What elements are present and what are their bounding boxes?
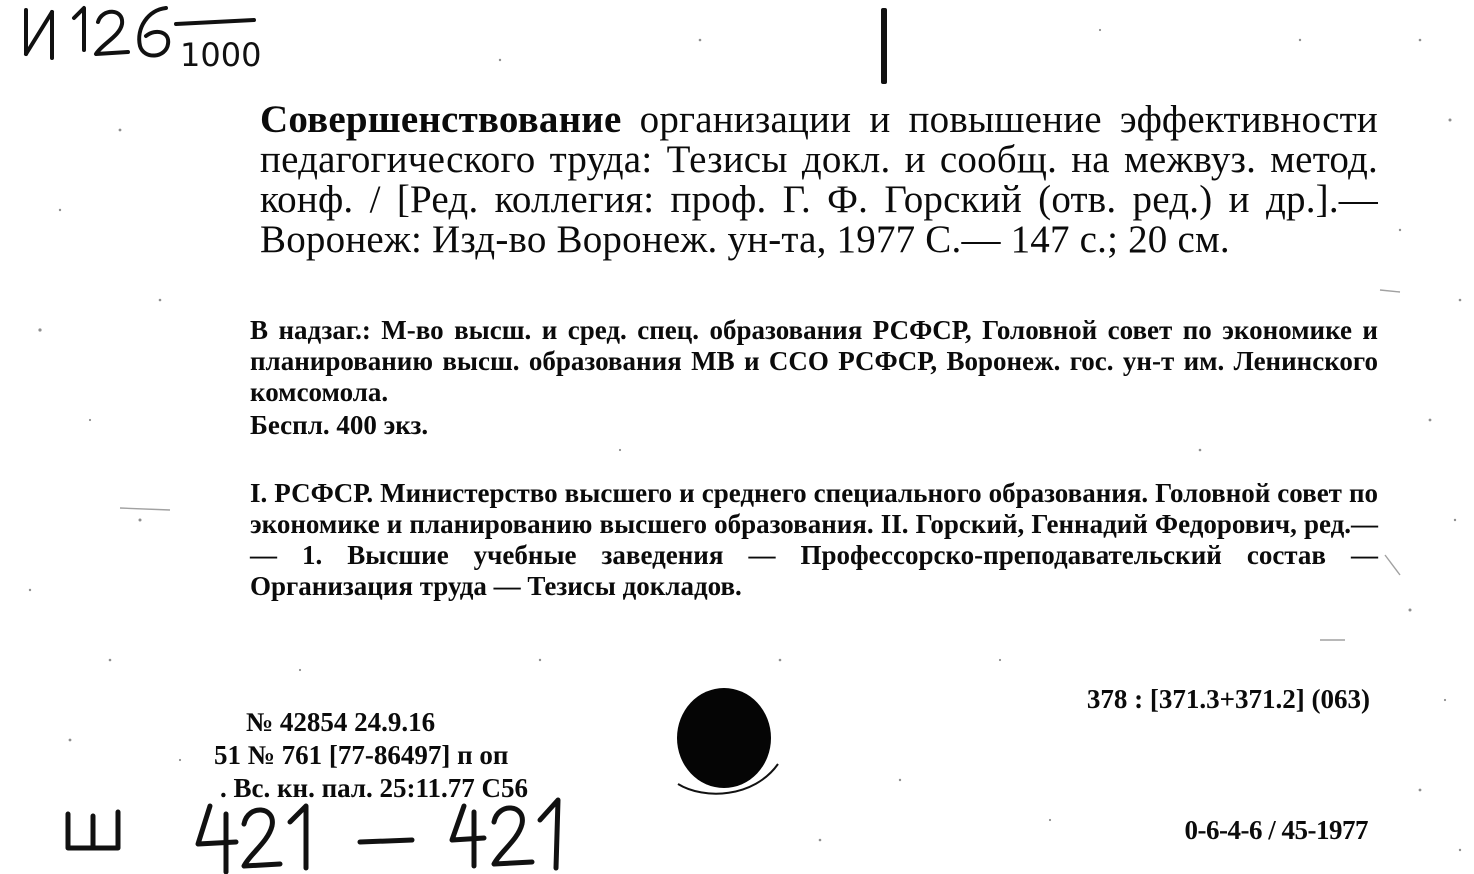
subject-headings-text: I. РСФСР. Министерство высшего и среднего специального образования. Головной совет по экономике и планированию высшего образования. II. Горский, Геннадий Федорович, ред.— — 1. Высшие учебные заведения — Профессорско-преподавательский состав — Организация труда — Тезисы докладов. (250, 478, 1378, 601)
vertical-mark (881, 8, 887, 84)
registration-line-2: 51 № 761 [77-86497] п оп (214, 740, 509, 770)
registration-block (214, 706, 528, 805)
handwritten-shelfmark-sub: 1000 (180, 36, 262, 74)
note-print-run (218, 410, 1378, 441)
registration-line-1: № 42854 24.9.16 (246, 707, 436, 737)
note-nadzag-text: В надзаг.: М-во высш. и сред. спец. образования РСФСР, Головной совет по экономике и планированию высш. образования МВ и ССО РСФСР, Воронеж. гос. ун-т им. Ленинского комсомола. (250, 315, 1378, 407)
subject-headings (218, 478, 1378, 602)
index-code: 0-6-4-6 / 45-1977 (1184, 815, 1368, 845)
note-nadzag (218, 315, 1378, 408)
udc-code: 378 : [371.3+371.2] (063) (1086, 684, 1370, 714)
note-print-run-text: Беспл. 400 экз. (250, 410, 429, 440)
handwritten-call-number (60, 796, 580, 874)
handwritten-shelfmark (18, 0, 278, 82)
bibliographic-title (218, 100, 1378, 260)
ink-blot-stamp (674, 684, 784, 800)
title-rest: организации и повышение эффективности педагогического труда: Тезисы докл. и сообщ. на межвуз. метод. конф. / [Ред. коллегия: проф. Г. Ф. Горский (отв. ред.) и др.].— Воронеж: Изд-во Воронеж. ун-та, 1977 С.— 147 с.; 20 см. (260, 98, 1378, 261)
title-lead: Совершенствование (260, 98, 622, 141)
registration-line-3: . Вс. кн. пал. 25:11.77 С56 (220, 773, 529, 803)
